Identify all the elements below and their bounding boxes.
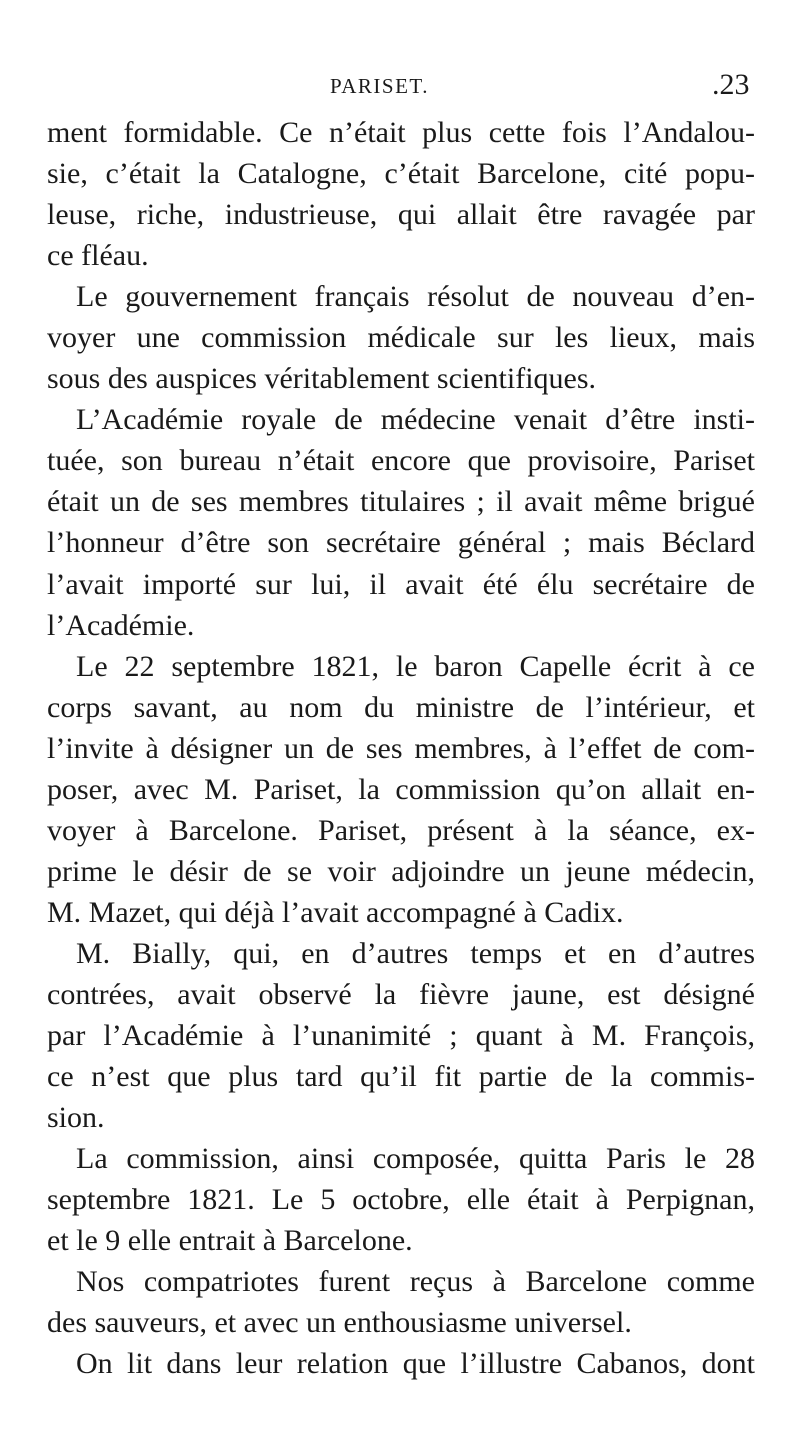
text-line: Nos compatriotes furent reçus à Barcelone comme	[76, 1265, 755, 1299]
text-line: contrées, avait observé la fièvre jaune, est désigné	[47, 977, 755, 1011]
text-line: l’avait importé sur lui, il avait été élu secrétaire de	[47, 567, 755, 601]
text-line: septembre 1821. Le 5 octobre, elle était à Perpignan,	[47, 1183, 755, 1217]
text-line: voyer une commission médicale sur les lieux, mais	[47, 321, 755, 355]
text-line: voyer à Barcelone. Pariset, présent à la séance, ex-	[47, 813, 755, 847]
page-number: .23	[712, 68, 750, 101]
text-line: M. Mazet, qui déjà l’avait accompagné à Cadix.	[47, 895, 624, 929]
text-line: La commission, ainsi composée, quitta Paris le 28	[76, 1142, 755, 1176]
text-line: leuse, riche, industrieuse, qui allait être ravagée par	[47, 198, 755, 232]
text-line: était un de ses membres titulaires ; il avait même brigué	[47, 485, 755, 519]
text-line: L’Académie royale de médecine venait d’être insti-	[76, 403, 755, 437]
text-line: sion.	[47, 1101, 105, 1135]
text-line: l’invite à désigner un de ses membres, à l’effet de com-	[47, 731, 755, 765]
text-line: des sauveurs, et avec un enthousiasme universel.	[47, 1306, 632, 1340]
text-line: et le 9 elle entrait à Barcelone.	[47, 1224, 413, 1258]
text-line: par l’Académie à l’unanimité ; quant à M. François,	[47, 1019, 755, 1053]
body-text	[47, 112, 755, 1384]
text-line: ce n’est que plus tard qu’il fit partie de la commis-	[47, 1060, 755, 1094]
text-line: tuée, son bureau n’était encore que provisoire, Pariset	[47, 444, 755, 478]
text-line: l’honneur d’être son secrétaire général ; mais Béclard	[47, 526, 755, 560]
text-line: corps savant, au nom du ministre de l’intérieur, et	[47, 690, 755, 724]
text-line: On lit dans leur relation que l’illustre Cabanos, dont	[76, 1347, 755, 1381]
text-line: ce fléau.	[47, 239, 149, 273]
running-head	[0, 68, 800, 108]
text-line: prime le désir de se voir adjoindre un jeune médecin,	[47, 854, 755, 888]
text-line: Le 22 septembre 1821, le baron Capelle écrit à ce	[76, 649, 755, 683]
text-line: sous des auspices véritablement scientifiques.	[47, 362, 597, 396]
text-line: poser, avec M. Pariset, la commission qu’on allait en-	[47, 772, 755, 806]
text-line: Le gouvernement français résolut de nouveau d’en-	[76, 280, 755, 314]
text-line: ment formidable. Ce n’était plus cette fois l’Andalou-	[47, 116, 755, 149]
text-line: sie, c’était la Catalogne, c’était Barcelone, cité popu-	[47, 157, 755, 191]
text-line: l’Académie.	[47, 608, 195, 642]
running-title: PARISET.	[330, 74, 429, 98]
text-line: M. Bially, qui, en d’autres temps et en d’autres	[76, 936, 755, 970]
